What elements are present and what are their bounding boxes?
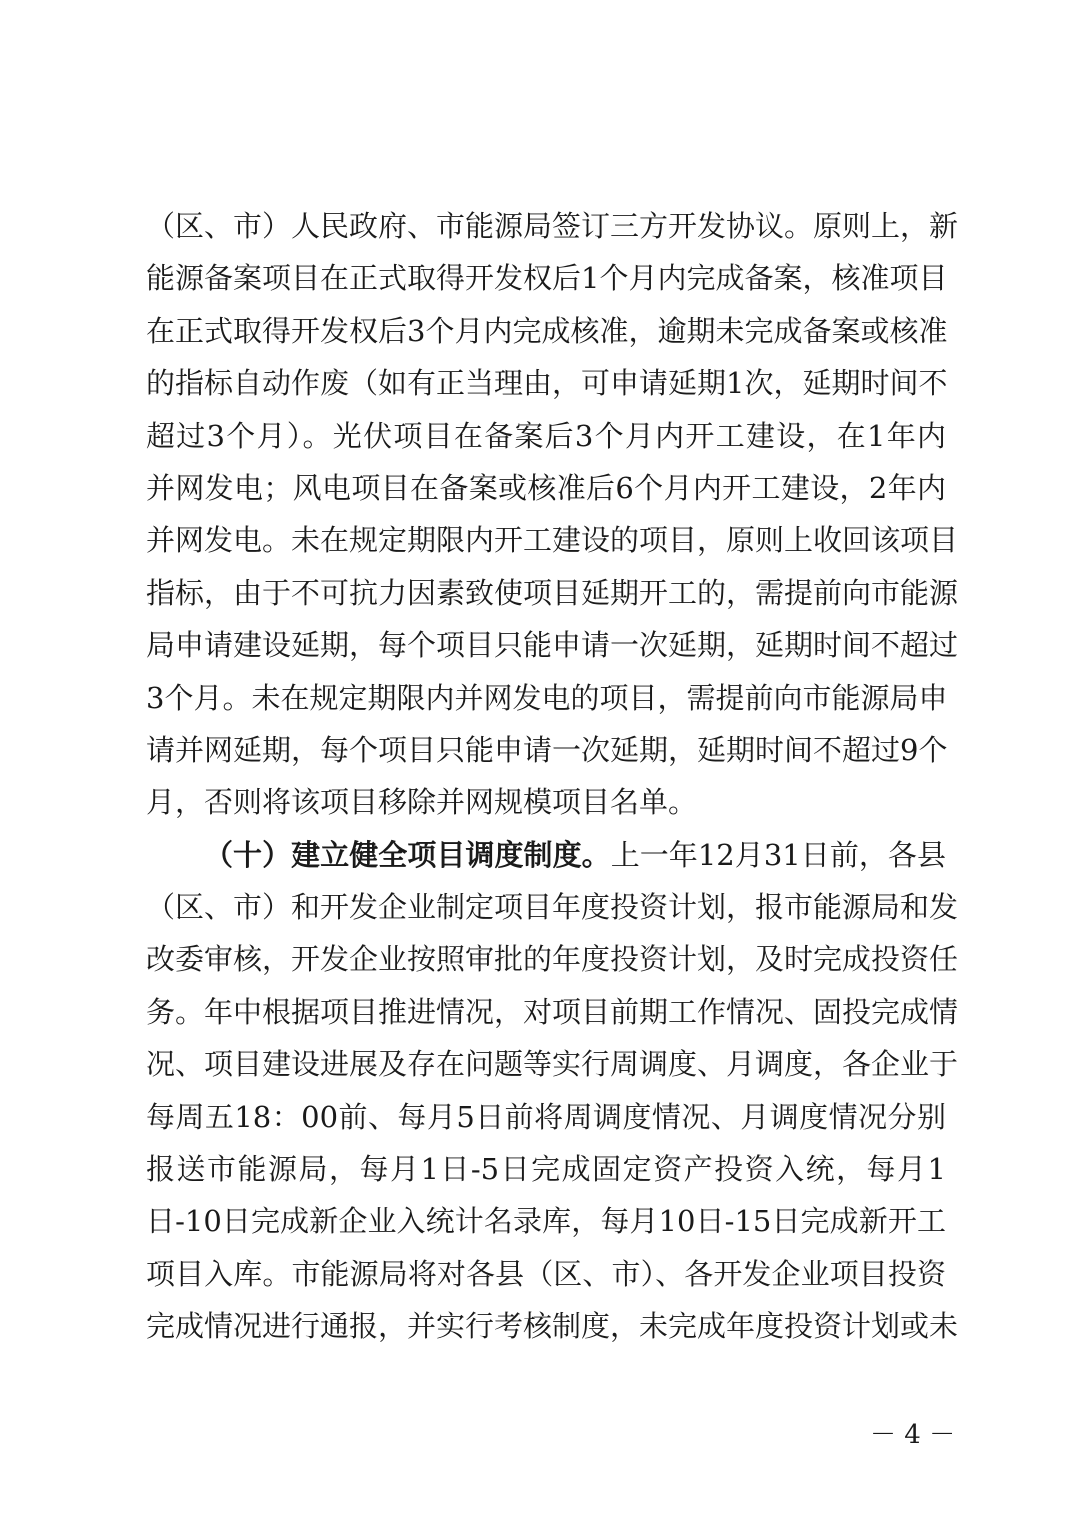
- section-heading-line: [146, 829, 946, 881]
- text-line: 月，否则将该项目移除并网规模项目名单。: [146, 785, 698, 820]
- text-line: 并网发电。未在规定期限内开工建设的项目，原则上收回该项目: [146, 523, 959, 558]
- text-line: 每周五18：00前、每月5日前将周调度情况、月调度情况分别: [146, 1099, 946, 1134]
- text-line: （区、市）人民政府、市能源局签订三方开发协议。原则上，新: [146, 209, 959, 243]
- text-line: 在正式取得开发权后3个月内完成核准，逾期未完成备案或核准: [146, 313, 948, 348]
- text-line: （区、市）和开发企业制定项目年度投资计划，报市能源局和发: [146, 890, 959, 925]
- text-line: 局申请建设延期，每个项目只能申请一次延期，延期时间不超过: [146, 628, 959, 663]
- text-line: 3个月。未在规定期限内并网发电的项目，需提前向市能源局申: [146, 680, 948, 715]
- text-line: 改委审核，开发企业按照审批的年度投资计划，及时完成投资任: [146, 942, 959, 977]
- text-line: 超过3个月）。光伏项目在备案后3个月内开工建设，在1年内: [146, 418, 946, 453]
- text-line: 请并网延期，每个项目只能申请一次延期，延期时间不超过9个: [146, 732, 948, 767]
- text-line: 能源备案项目在正式取得开发权后1个月内完成备案，核准项目: [146, 261, 948, 296]
- text-line: 的指标自动作废（如有正当理由，可申请延期1次，延期时间不: [146, 366, 948, 401]
- text-line: 并网发电；风电项目在备案或核准后6个月内开工建设，2年内: [146, 470, 946, 505]
- text-line: 务。年中根据项目推进情况，对项目前期工作情况、固投完成情: [146, 994, 959, 1029]
- text-line: 报送市能源局，每月1日-5日完成固定资产投资入统，每月1: [146, 1152, 946, 1187]
- text-line: 完成情况进行通报，并实行考核制度，未完成年度投资计划或未: [146, 1309, 959, 1344]
- document-body: [146, 200, 959, 1353]
- text-line: 上一年12月31日前，各县: [610, 837, 946, 872]
- paragraph-1: [146, 200, 959, 829]
- paragraph-2: [146, 829, 959, 1353]
- section-heading: （十）建立健全项目调度制度。: [204, 837, 611, 872]
- text-line: 指标，由于不可抗力因素致使项目延期开工的，需提前向市能源: [146, 575, 959, 610]
- text-line: 项目入库。市能源局将对各县（区、市）、各开发企业项目投资: [146, 1256, 946, 1291]
- text-line: 日-10日完成新企业入统计名录库，每月10日-15日完成新开工: [146, 1204, 946, 1239]
- page-number: － 4 －: [870, 1420, 956, 1450]
- text-line: 况、项目建设进展及存在问题等实行周调度、月调度，各企业于: [146, 1047, 959, 1082]
